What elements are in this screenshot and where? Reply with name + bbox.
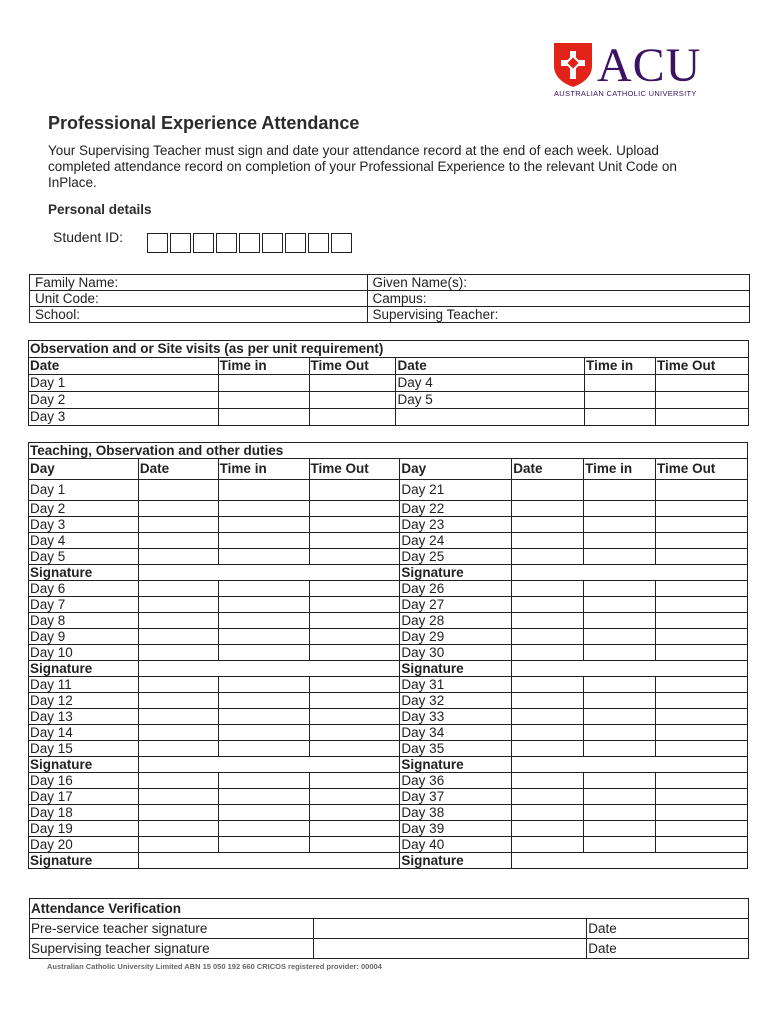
date-cell[interactable]	[138, 613, 218, 629]
time-out-cell[interactable]	[309, 480, 400, 501]
table-row	[30, 275, 750, 291]
time-out-cell[interactable]	[309, 645, 400, 661]
time-out-cell[interactable]	[309, 409, 396, 426]
day-label: Day 5	[29, 549, 139, 565]
time-in-cell[interactable]	[218, 501, 309, 517]
page-title: Professional Experience Attendance	[48, 113, 360, 133]
date-cell[interactable]	[138, 533, 218, 549]
day-label: Day 2	[29, 501, 139, 517]
time-out-cell[interactable]	[656, 709, 748, 725]
date-cell[interactable]	[512, 837, 584, 853]
time-out-cell[interactable]	[309, 613, 400, 629]
col-header: Date	[138, 459, 218, 480]
date-cell[interactable]	[512, 677, 584, 693]
student-id-boxes	[147, 233, 354, 253]
day-label: Day 1	[29, 480, 139, 501]
col-header: Time Out	[309, 358, 396, 375]
day-label: Day 3	[29, 517, 139, 533]
time-out-cell[interactable]	[656, 789, 748, 805]
signature-label: Signature	[400, 565, 512, 581]
time-in-cell[interactable]	[585, 409, 656, 426]
date-cell[interactable]	[138, 517, 218, 533]
table-row	[30, 939, 749, 959]
date-cell[interactable]	[138, 629, 218, 645]
table-row	[30, 919, 749, 939]
time-out-cell[interactable]	[656, 677, 748, 693]
time-in-cell[interactable]	[584, 837, 656, 853]
time-out-cell[interactable]	[656, 629, 748, 645]
time-out-cell[interactable]	[309, 773, 400, 789]
date-cell[interactable]	[512, 613, 584, 629]
supervising-signature-field[interactable]	[313, 939, 586, 959]
col-header: Day	[400, 459, 512, 480]
day-label: Day 31	[400, 677, 512, 693]
date-cell[interactable]	[138, 837, 218, 853]
day-label: Day 4	[396, 375, 585, 392]
day-label: Day 9	[29, 629, 139, 645]
time-out-cell[interactable]	[309, 517, 400, 533]
supervising-signature-label: Supervising teacher signature	[30, 939, 314, 959]
time-in-cell[interactable]	[218, 773, 309, 789]
table-row	[29, 581, 748, 597]
time-in-cell[interactable]	[584, 480, 656, 501]
time-in-cell[interactable]	[584, 725, 656, 741]
time-in-cell[interactable]	[218, 837, 309, 853]
table-row	[29, 789, 748, 805]
given-names-field[interactable]: Given Name(s):	[367, 275, 750, 291]
student-id-digit-box[interactable]	[331, 233, 352, 253]
day-label: Day 38	[400, 805, 512, 821]
day-label: Day 26	[400, 581, 512, 597]
date-cell[interactable]	[138, 789, 218, 805]
time-out-cell[interactable]	[656, 613, 748, 629]
time-in-cell[interactable]	[218, 789, 309, 805]
time-out-cell[interactable]	[656, 549, 748, 565]
time-in-cell[interactable]	[218, 645, 309, 661]
pre-service-date-field[interactable]: Date	[587, 919, 749, 939]
signature-field[interactable]	[138, 853, 400, 869]
col-header: Time in	[584, 459, 656, 480]
table-row	[29, 597, 748, 613]
time-out-cell[interactable]	[309, 392, 396, 409]
campus-field[interactable]: Campus:	[367, 291, 750, 307]
time-in-cell[interactable]	[218, 597, 309, 613]
personal-details-table	[29, 274, 750, 323]
supervising-date-field[interactable]: Date	[587, 939, 749, 959]
signature-row	[29, 565, 748, 581]
table-row	[29, 821, 748, 837]
signature-row	[29, 661, 748, 677]
date-cell[interactable]	[512, 821, 584, 837]
time-out-cell[interactable]	[656, 517, 748, 533]
signature-field[interactable]	[138, 757, 400, 773]
time-out-cell[interactable]	[309, 501, 400, 517]
day-label: Day 34	[400, 725, 512, 741]
table-row	[29, 709, 748, 725]
day-label: Day 8	[29, 613, 139, 629]
student-id-digit-box[interactable]	[216, 233, 237, 253]
col-header: Time Out	[309, 459, 400, 480]
signature-field[interactable]	[512, 565, 748, 581]
time-in-cell[interactable]	[584, 501, 656, 517]
day-label: Day 25	[400, 549, 512, 565]
col-header: Date	[512, 459, 584, 480]
student-id-label: Student ID:	[53, 229, 124, 245]
day-label: Day 11	[29, 677, 139, 693]
day-label	[396, 409, 585, 426]
duties-table	[28, 442, 748, 869]
time-in-cell[interactable]	[584, 789, 656, 805]
time-in-cell[interactable]	[584, 709, 656, 725]
time-out-cell[interactable]	[656, 725, 748, 741]
signature-field[interactable]	[512, 757, 748, 773]
date-cell[interactable]	[512, 709, 584, 725]
time-in-cell[interactable]	[584, 629, 656, 645]
day-label: Day 7	[29, 597, 139, 613]
signature-field[interactable]	[512, 853, 748, 869]
date-cell[interactable]	[512, 501, 584, 517]
col-header: Time Out	[656, 459, 748, 480]
date-cell[interactable]	[512, 741, 584, 757]
school-field[interactable]: School:	[30, 307, 368, 323]
date-cell[interactable]	[512, 805, 584, 821]
day-label: Day 33	[400, 709, 512, 725]
intro-text: Your Supervising Teacher must sign and date your attendance record at the end of each week. Upload completed attendance record on completion of your Professional Experience to the relevant Unit Code on InPlace.	[48, 143, 677, 190]
date-cell[interactable]	[138, 480, 218, 501]
time-out-cell[interactable]	[309, 789, 400, 805]
col-header: Time in	[218, 358, 309, 375]
logo-subtitle: AUSTRALIAN CATHOLIC UNIVERSITY	[554, 89, 697, 98]
signature-row	[29, 853, 748, 869]
student-id-digit-box[interactable]	[170, 233, 191, 253]
col-header: Date	[396, 358, 585, 375]
time-out-cell[interactable]	[309, 533, 400, 549]
date-cell[interactable]	[512, 725, 584, 741]
day-label: Day 18	[29, 805, 139, 821]
student-id-digit-box[interactable]	[147, 233, 168, 253]
day-label: Day 27	[400, 597, 512, 613]
time-out-cell[interactable]	[309, 549, 400, 565]
date-cell[interactable]	[138, 709, 218, 725]
time-in-cell[interactable]	[584, 597, 656, 613]
col-header: Time Out	[656, 358, 749, 375]
table-row	[29, 741, 748, 757]
table-header-row	[29, 358, 749, 375]
date-cell[interactable]	[138, 821, 218, 837]
time-out-cell[interactable]	[656, 821, 748, 837]
date-cell[interactable]	[138, 805, 218, 821]
time-in-cell[interactable]	[584, 517, 656, 533]
date-cell[interactable]	[512, 581, 584, 597]
col-header: Day	[29, 459, 139, 480]
table-row	[29, 392, 749, 409]
date-cell[interactable]	[512, 549, 584, 565]
date-cell[interactable]	[138, 501, 218, 517]
student-id-digit-box[interactable]	[239, 233, 260, 253]
signature-field[interactable]	[512, 661, 748, 677]
time-out-cell[interactable]	[656, 375, 749, 392]
day-label: Day 4	[29, 533, 139, 549]
time-out-cell[interactable]	[309, 725, 400, 741]
supervising-teacher-field[interactable]: Supervising Teacher:	[367, 307, 750, 323]
signature-field[interactable]	[138, 661, 400, 677]
unit-code-field[interactable]: Unit Code:	[30, 291, 368, 307]
time-out-cell[interactable]	[309, 375, 396, 392]
table-row	[29, 409, 749, 426]
time-in-cell[interactable]	[218, 821, 309, 837]
personal-details-heading: Personal details	[48, 202, 152, 217]
day-label: Day 6	[29, 581, 139, 597]
date-cell[interactable]	[512, 789, 584, 805]
time-out-cell[interactable]	[656, 805, 748, 821]
table-row	[29, 773, 748, 789]
time-out-cell[interactable]	[656, 581, 748, 597]
col-header: Time in	[585, 358, 656, 375]
time-out-cell[interactable]	[309, 581, 400, 597]
table-row	[29, 375, 749, 392]
signature-row	[29, 757, 748, 773]
day-label: Day 37	[400, 789, 512, 805]
day-label: Day 35	[400, 741, 512, 757]
table-row	[30, 291, 750, 307]
time-out-cell[interactable]	[656, 480, 748, 501]
day-label: Day 22	[400, 501, 512, 517]
time-in-cell[interactable]	[585, 375, 656, 392]
day-label: Day 12	[29, 693, 139, 709]
date-cell[interactable]	[512, 693, 584, 709]
time-out-cell[interactable]	[309, 693, 400, 709]
table-row	[29, 693, 748, 709]
date-cell[interactable]	[138, 597, 218, 613]
day-label: Day 40	[400, 837, 512, 853]
date-cell[interactable]	[512, 773, 584, 789]
signature-label: Signature	[400, 853, 512, 869]
time-out-cell[interactable]	[656, 501, 748, 517]
time-in-cell[interactable]	[218, 409, 309, 426]
student-id-digit-box[interactable]	[262, 233, 283, 253]
time-out-cell[interactable]	[309, 837, 400, 853]
day-label: Day 36	[400, 773, 512, 789]
family-name-field[interactable]: Family Name:	[30, 275, 368, 291]
time-out-cell[interactable]	[309, 597, 400, 613]
signature-label: Signature	[400, 661, 512, 677]
signature-label: Signature	[29, 853, 139, 869]
time-in-cell[interactable]	[584, 645, 656, 661]
student-id-digit-box[interactable]	[308, 233, 329, 253]
time-in-cell[interactable]	[218, 392, 309, 409]
date-cell[interactable]	[512, 629, 584, 645]
col-header: Time in	[218, 459, 309, 480]
time-in-cell[interactable]	[218, 725, 309, 741]
time-in-cell[interactable]	[584, 549, 656, 565]
time-in-cell[interactable]	[218, 549, 309, 565]
shield-icon	[553, 42, 593, 88]
observation-heading: Observation and or Site visits (as per unit requirement)	[29, 341, 749, 358]
day-label: Day 17	[29, 789, 139, 805]
acu-logo	[553, 39, 723, 102]
table-row	[29, 613, 748, 629]
col-header: Date	[29, 358, 219, 375]
day-label: Day 10	[29, 645, 139, 661]
time-out-cell[interactable]	[656, 597, 748, 613]
day-label: Day 15	[29, 741, 139, 757]
time-in-cell[interactable]	[218, 613, 309, 629]
table-row	[30, 307, 750, 323]
day-label: Day 32	[400, 693, 512, 709]
verification-heading: Attendance Verification	[30, 899, 749, 919]
time-in-cell[interactable]	[218, 517, 309, 533]
table-row	[29, 805, 748, 821]
signature-label: Signature	[29, 661, 139, 677]
table-header-row	[29, 459, 748, 480]
time-out-cell[interactable]	[656, 392, 749, 409]
day-label: Day 24	[400, 533, 512, 549]
day-label: Day 21	[400, 480, 512, 501]
duties-heading: Teaching, Observation and other duties	[29, 443, 748, 459]
day-label: Day 28	[400, 613, 512, 629]
time-out-cell[interactable]	[656, 533, 748, 549]
table-row	[29, 629, 748, 645]
day-label: Day 3	[29, 409, 219, 426]
time-out-cell[interactable]	[309, 629, 400, 645]
table-row	[29, 677, 748, 693]
date-cell[interactable]	[512, 533, 584, 549]
day-label: Day 30	[400, 645, 512, 661]
time-in-cell[interactable]	[218, 375, 309, 392]
time-in-cell[interactable]	[218, 805, 309, 821]
time-out-cell[interactable]	[656, 645, 748, 661]
time-out-cell[interactable]	[309, 677, 400, 693]
time-in-cell[interactable]	[218, 480, 309, 501]
table-row	[29, 645, 748, 661]
time-out-cell[interactable]	[309, 741, 400, 757]
date-cell[interactable]	[512, 480, 584, 501]
footer-text: Australian Catholic University Limited ABN 15 050 192 660 CRICOS registered provider: 00004	[47, 962, 382, 971]
table-row	[29, 725, 748, 741]
table-row	[29, 533, 748, 549]
signature-label: Signature	[400, 757, 512, 773]
table-row	[29, 549, 748, 565]
date-cell[interactable]	[138, 677, 218, 693]
date-cell[interactable]	[512, 517, 584, 533]
date-cell[interactable]	[138, 725, 218, 741]
time-in-cell[interactable]	[584, 581, 656, 597]
time-out-cell[interactable]	[656, 693, 748, 709]
time-in-cell[interactable]	[218, 709, 309, 725]
day-label: Day 23	[400, 517, 512, 533]
student-id-digit-box[interactable]	[193, 233, 214, 253]
logo-wordmark: ACU	[597, 39, 702, 92]
date-cell[interactable]	[138, 741, 218, 757]
day-label: Day 13	[29, 709, 139, 725]
time-in-cell[interactable]	[584, 821, 656, 837]
date-cell[interactable]	[138, 773, 218, 789]
day-label: Day 14	[29, 725, 139, 741]
time-in-cell[interactable]	[584, 677, 656, 693]
day-label: Day 20	[29, 837, 139, 853]
table-row	[29, 480, 748, 501]
time-in-cell[interactable]	[584, 693, 656, 709]
pre-service-signature-label: Pre-service teacher signature	[30, 919, 314, 939]
day-label: Day 29	[400, 629, 512, 645]
date-cell[interactable]	[512, 597, 584, 613]
time-in-cell[interactable]	[218, 533, 309, 549]
time-out-cell[interactable]	[309, 709, 400, 725]
date-cell[interactable]	[138, 645, 218, 661]
signature-field[interactable]	[138, 565, 400, 581]
date-cell[interactable]	[138, 693, 218, 709]
time-in-cell[interactable]	[218, 677, 309, 693]
table-row	[29, 517, 748, 533]
date-cell[interactable]	[138, 581, 218, 597]
time-out-cell[interactable]	[656, 409, 749, 426]
table-row	[29, 837, 748, 853]
day-label: Day 1	[29, 375, 219, 392]
table-row	[29, 501, 748, 517]
time-in-cell[interactable]	[584, 805, 656, 821]
student-id-digit-box[interactable]	[285, 233, 306, 253]
time-out-cell[interactable]	[656, 741, 748, 757]
day-label: Day 16	[29, 773, 139, 789]
time-out-cell[interactable]	[656, 773, 748, 789]
verification-table	[29, 898, 749, 959]
time-in-cell[interactable]	[584, 533, 656, 549]
time-in-cell[interactable]	[584, 613, 656, 629]
time-in-cell[interactable]	[218, 581, 309, 597]
time-out-cell[interactable]	[309, 805, 400, 821]
time-out-cell[interactable]	[309, 821, 400, 837]
day-label: Day 39	[400, 821, 512, 837]
observation-table	[28, 340, 749, 426]
time-in-cell[interactable]	[584, 741, 656, 757]
time-in-cell[interactable]	[218, 741, 309, 757]
pre-service-signature-field[interactable]	[313, 919, 586, 939]
time-in-cell[interactable]	[218, 693, 309, 709]
time-in-cell[interactable]	[584, 773, 656, 789]
day-label: Day 19	[29, 821, 139, 837]
time-in-cell[interactable]	[218, 629, 309, 645]
signature-label: Signature	[29, 565, 139, 581]
day-label: Day 5	[396, 392, 585, 409]
signature-label: Signature	[29, 757, 139, 773]
date-cell[interactable]	[138, 549, 218, 565]
date-cell[interactable]	[512, 645, 584, 661]
time-in-cell[interactable]	[585, 392, 656, 409]
time-out-cell[interactable]	[656, 837, 748, 853]
day-label: Day 2	[29, 392, 219, 409]
